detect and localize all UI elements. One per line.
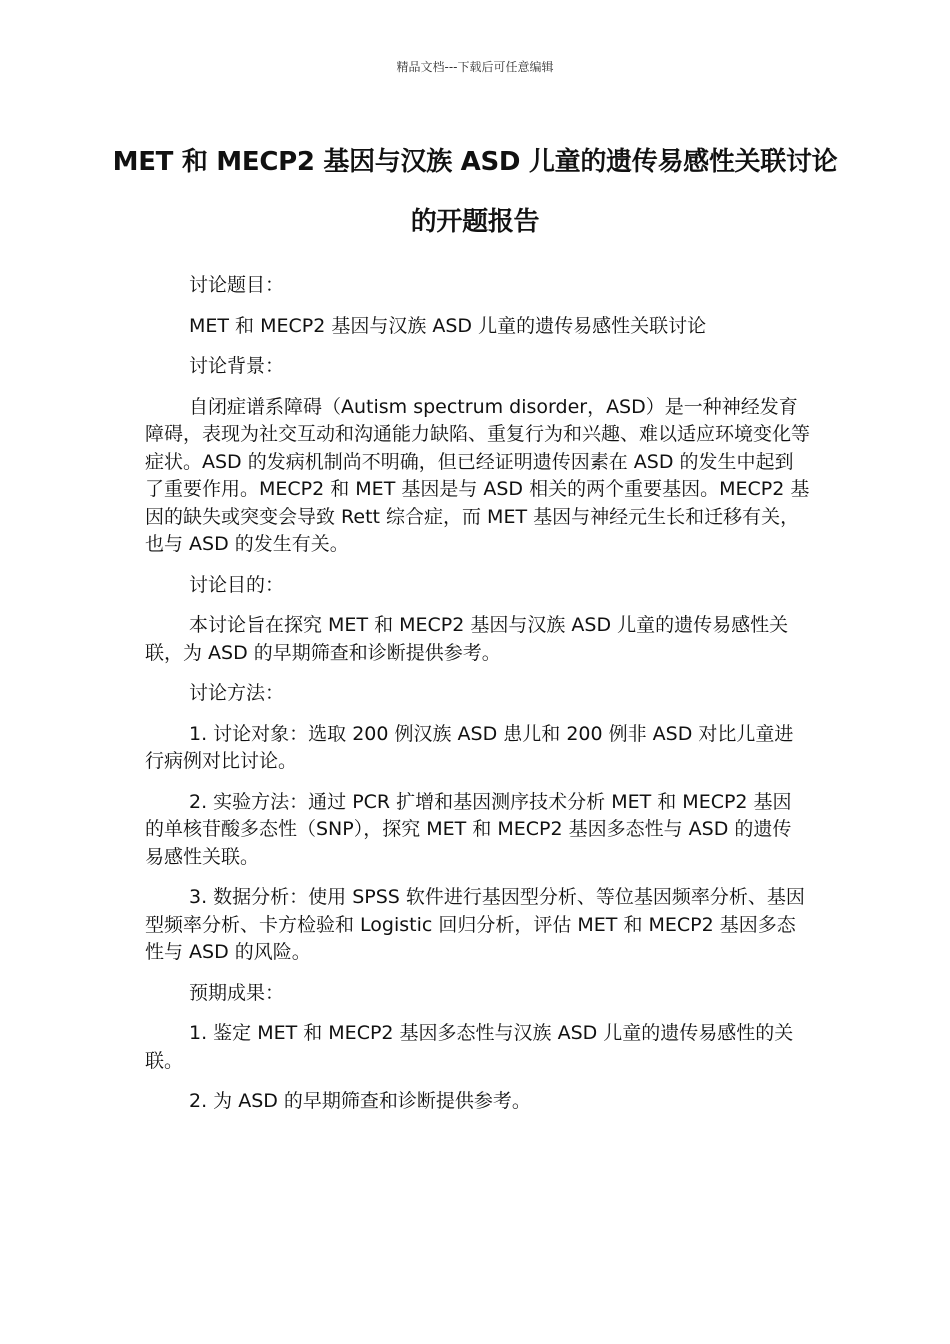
document-title: MET 和 MECP2 基因与汉族 ASD 儿童的遗传易感性关联讨论的开题报告: [112, 147, 838, 237]
topic-text: MET 和 MECP2 基因与汉族 ASD 儿童的遗传易感性关联讨论: [189, 314, 707, 337]
purpose-text: 本讨论旨在探究 MET 和 MECP2 基因与汉族 ASD 儿童的遗传易感性关联，为 ASD 的早期筛查和诊断提供参考。: [145, 614, 789, 664]
method-item-subjects: 1. 讨论对象：选取 200 例汉族 ASD 患儿和 200 例非 ASD 对比儿童进行病例对比讨论。: [145, 722, 794, 772]
section-heading-topic: 讨论题目：: [189, 274, 285, 296]
header-note: 精品文档---下载后可任意编辑: [396, 60, 554, 74]
section-heading-methods: 讨论方法：: [189, 682, 285, 704]
section-heading-background: 讨论背景：: [189, 355, 285, 377]
document-body: [145, 272, 810, 1129]
method-item-analysis: 3. 数据分析：使用 SPSS 软件进行基因型分析、等位基因频率分析、基因型频率分析、卡方检验和 Logistic 回归分析，评估 MET 和 MECP2 基因多态性与 ASD 的风险。: [145, 886, 805, 963]
outcome-item-2: 2. 为 ASD 的早期筛查和诊断提供参考。: [189, 1090, 531, 1112]
method-item-experiment: 2. 实验方法：通过 PCR 扩增和基因测序技术分析 MET 和 MECP2 基因的单核苷酸多态性（SNP），探究 MET 和 MECP2 基因多态性与 ASD 的遗传易感性关联。: [145, 790, 792, 868]
section-heading-outcomes: 预期成果：: [189, 981, 285, 1004]
outcome-item-1: 1. 鉴定 MET 和 MECP2 基因多态性与汉族 ASD 儿童的遗传易感性的关联。: [145, 1022, 794, 1072]
background-text: 自闭症谱系障碍（Autism spectrum disorder，ASD）是一种神经发育障碍，表现为社交互动和沟通能力缺陷、重复行为和兴趣、难以适应环境变化等症状。ASD 的发病机制尚不明确，但已经证明遗传因素在 ASD 的发生中起到了重要作用。MECP2 和 MET 基因是与 ASD 相关的两个重要基因。MECP2 基因的缺失或突变会导致 Rett 综合症，而 MET 基因与神经元生长和迁移有关，也与 ASD 的发生有关。: [145, 395, 811, 555]
section-heading-purpose: 讨论目的：: [189, 573, 285, 596]
